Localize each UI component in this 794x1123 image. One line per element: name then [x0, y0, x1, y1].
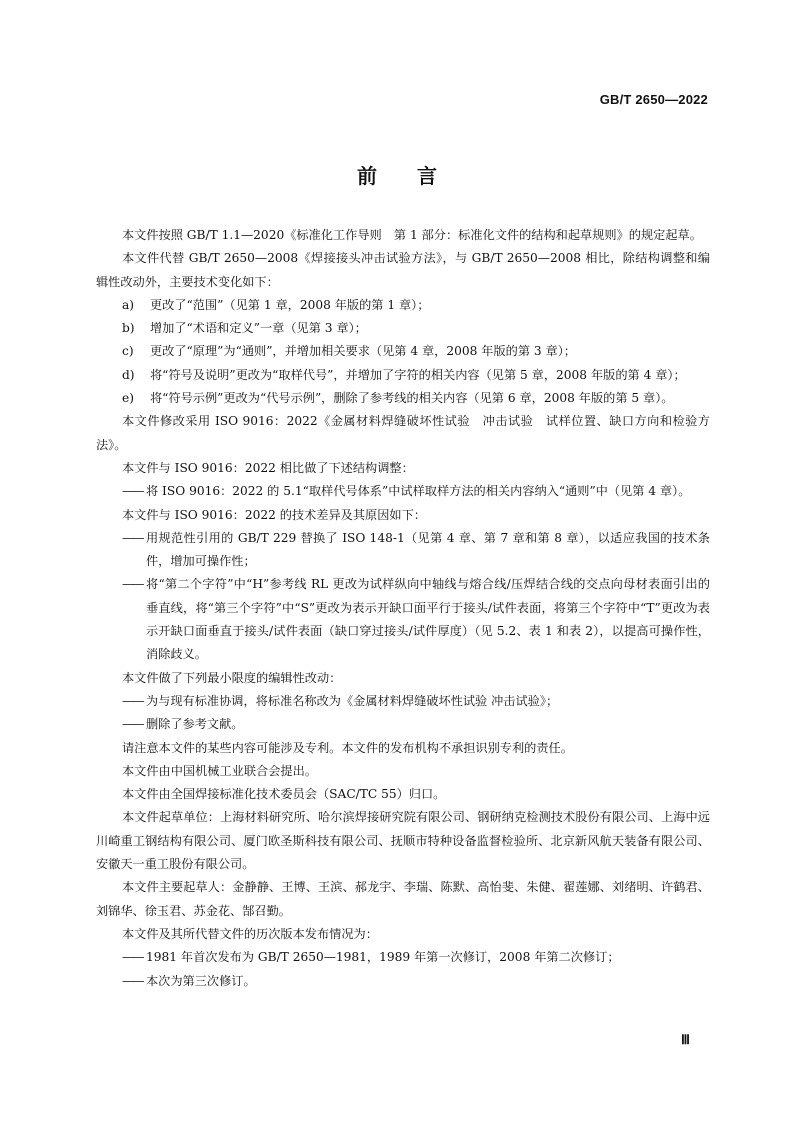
paragraph-drafters: 本文件主要起草人：金静静、王博、王滨、郝龙宇、李瑞、陈默、高怡斐、朱健、翟莲娜、刘绪明、许鹤君、刘锦华、徐玉君、苏金花、郜召勤。 — [96, 880, 710, 918]
item-marker: d) — [122, 367, 135, 382]
change-item — [96, 340, 710, 363]
paragraph-iso-adoption: 本文件修改采用 ISO 9016：2022《金属材料焊缝破坏性试验 冲击试验 试样位置、缺口方向和检验方法》。 — [96, 414, 710, 452]
tech-diff-item — [96, 573, 710, 666]
history-item — [96, 970, 710, 993]
paragraph-history-intro: 本文件及其所代替文件的历次版本发布情况为： — [122, 926, 378, 941]
item-text: 为与现有标准协调，将标准名称改为《金属材料焊缝破坏性试验 冲击试验》； — [146, 693, 559, 708]
change-item — [96, 294, 710, 317]
page-number: Ⅲ — [681, 1032, 690, 1047]
paragraph-replaces: 本文件代替 GB/T 2650—2008《焊接接头冲击试验方法》，与 GB/T 2650—2008 相比，除结构调整和编辑性改动外，主要技术变化如下： — [96, 251, 710, 289]
structure-item — [96, 480, 710, 503]
item-marker: b) — [122, 321, 135, 336]
paragraph-drafting-rules: 本文件按照 GB/T 1.1—2020《标准化工作导则 第 1 部分：标准化文件的结构和起草规则》的规定起草。 — [122, 228, 702, 242]
item-text: 更改了“原理”为“通则”，并增加相关要求（见第 4 章，2008 年版的第 3 章）； — [150, 344, 576, 359]
paragraph-drafting-units: 本文件起草单位：上海材料研究所、哈尔滨焊接研究院有限公司、钢研纳克检测技术股份有限公司、上海中远川崎重工钢结构有限公司、厦门欧圣斯科技有限公司、抚顺市特种设备监督检验所、北京新风航天装备有限公司、安徽天一重工股份有限公司。 — [96, 810, 710, 872]
dash-marker: —— — [122, 577, 143, 592]
standard-code: GB/T 2650—2022 — [599, 92, 708, 107]
paragraph-committee: 本文件由全国焊接标准化技术委员会（SAC/TC 55）归口。 — [122, 787, 446, 802]
paragraph-patent-notice: 请注意本文件的某些内容可能涉及专利。本文件的发布机构不承担识别专利的责任。 — [122, 740, 573, 755]
item-marker: e) — [122, 391, 134, 406]
dash-marker: —— — [122, 693, 143, 708]
item-text: 用规范性引用的 GB/T 229 替换了 ISO 148-1（见第 4 章、第 7 章和第 8 章），以适应我国的技术条件，增加可操作性； — [146, 530, 710, 569]
dash-marker: —— — [122, 530, 143, 545]
tech-diff-item — [96, 527, 710, 574]
change-item — [96, 317, 710, 340]
page-title: 前 言 — [357, 164, 437, 188]
dash-marker: —— — [122, 717, 143, 732]
item-text: 将“符号及说明”更改为“取样代号”，并增加了字符的相关内容（见第 5 章，2008 年版的第 4 章）； — [150, 367, 686, 382]
item-text: 删除了参考文献。 — [146, 717, 244, 732]
paragraph-editorial-intro: 本文件做了下列最小限度的编辑性改动： — [122, 670, 342, 685]
paragraph-structure-intro: 本文件与 ISO 9016：2022 相比做了下述结构调整： — [122, 460, 414, 475]
editorial-item — [96, 690, 710, 713]
dash-marker: —— — [122, 950, 143, 965]
item-marker: a) — [122, 297, 135, 312]
change-item — [96, 364, 710, 387]
paragraph-proposer: 本文件由中国机械工业联合会提出。 — [122, 763, 317, 778]
foreword-body — [96, 224, 710, 993]
item-text: 将“第二个字符”中“H”参考线 RL 更改为试样纵向中轴线与熔合线/压焊结合线的交点向母材表面引出的垂直线，将“第三个字符”中“S”更改为表示开缺口面平行于接头/试件表面，将第三个字符中“T”更改为表示开缺口面垂直于接头/试件表面（缺口穿过接头/试件厚度）（见 5.2、表 1 和表 2），以提高可操作性，消除歧义。 — [146, 577, 710, 662]
dash-marker: —— — [122, 484, 143, 499]
item-text: 将 ISO 9016：2022 的 5.1“取样代号体系”中试样取样方法的相关内容纳入“通则”中（见第 4 章）。 — [146, 484, 691, 499]
item-text: 更改了“范围”（见第 1 章，2008 年版的第 1 章）； — [150, 297, 430, 312]
item-text: 增加了“术语和定义”一章（见第 3 章）； — [150, 321, 367, 336]
item-text: 本次为第三次修订。 — [146, 973, 256, 988]
history-item — [96, 946, 710, 969]
editorial-item — [96, 713, 710, 736]
change-item — [96, 387, 710, 410]
item-marker: c) — [122, 344, 134, 359]
item-text: 将“符号示例”更改为“代号示例”，删除了参考线的相关内容（见第 6 章，2008 年版的第 5 章）。 — [150, 391, 674, 406]
item-text: 1981 年首次发布为 GB/T 2650—1981，1989 年第一次修订，2008 年第二次修订； — [146, 950, 620, 965]
dash-marker: —— — [122, 973, 143, 988]
paragraph-tech-diff-intro: 本文件与 ISO 9016：2022 的技术差异及其原因如下： — [122, 507, 426, 522]
